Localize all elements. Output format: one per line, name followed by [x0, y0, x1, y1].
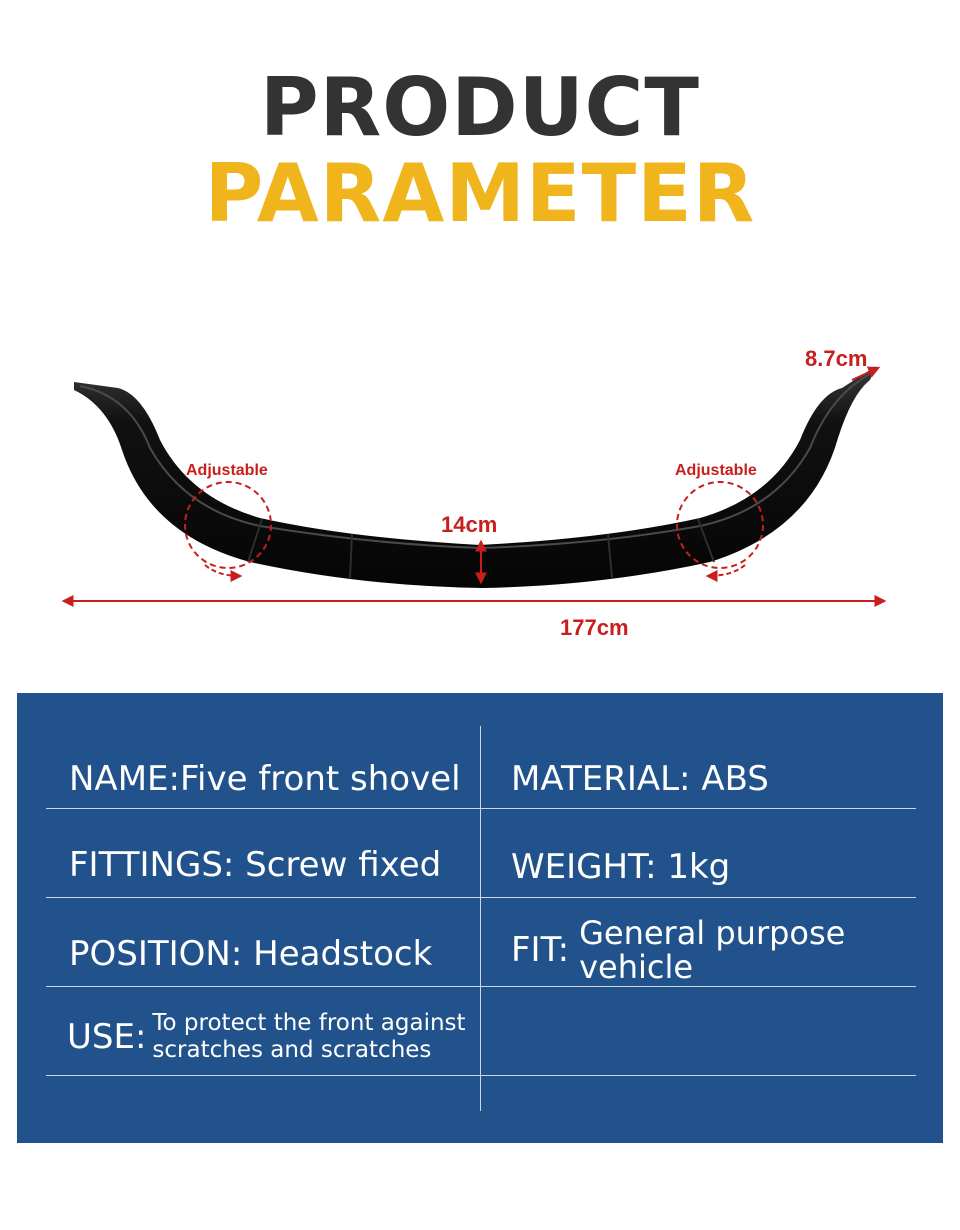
height-center-label: 14cm — [441, 512, 498, 537]
title-product: PRODUCT — [260, 61, 700, 154]
row-divider — [46, 1075, 916, 1076]
spec-fittings: FITTINGS: Screw fixed — [69, 845, 442, 885]
spec-panel — [17, 693, 943, 1143]
spec-fit — [511, 915, 845, 985]
spec-use-key: USE: — [67, 1017, 147, 1057]
row-divider — [46, 986, 916, 987]
spec-position: POSITION: Headstock — [69, 934, 433, 974]
spec-fit-value-line1: General purpose — [579, 914, 846, 952]
spec-use-value-line2: scratches and scratches — [152, 1037, 432, 1063]
spec-use — [67, 1006, 466, 1068]
spec-material: MATERIAL: ABS — [511, 759, 769, 799]
spec-name: NAME:Five front shovel — [69, 759, 461, 799]
spec-fit-value-line2: vehicle — [579, 948, 694, 986]
spec-fit-key: FIT: — [511, 930, 570, 970]
width-label: 177cm — [560, 615, 629, 640]
column-divider — [480, 726, 481, 1111]
spec-use-value-line1: To protect the front against — [152, 1010, 466, 1036]
title-parameter: PARAMETER — [204, 147, 756, 240]
row-divider — [46, 808, 916, 809]
adjustable-label-right: Adjustable — [675, 462, 757, 479]
front-lip-diagram — [0, 330, 960, 660]
row-divider — [46, 897, 916, 898]
height-end-label: 8.7cm — [805, 346, 868, 371]
adjustable-label-left: Adjustable — [186, 462, 268, 479]
spec-weight: WEIGHT: 1kg — [511, 847, 731, 887]
